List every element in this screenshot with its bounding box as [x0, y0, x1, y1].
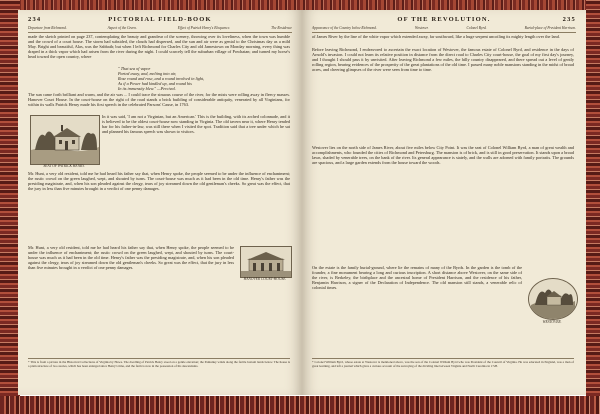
- left-paragraph: The sun came forth brilliant and warm, and the air was ... I could trace the sinuous course of the river, for the mists were rolling away in fleecy masses. Hanover Court House. In the court-house on the right of the road stands a brick building of considerable antiquity, venerated by all Virginians, for within its walls Patrick Henry made his first speech in the celebrated Parsons' Cause, in 1763.: [28, 93, 290, 107]
- poem-line: As if a Power had kindled up, and round his: [118, 81, 192, 86]
- right-engraving-caption: WESTOVER.: [542, 320, 562, 324]
- left-footnote: * This is from a picture in the Historical Collections of Virginia by Howe. The dwelling of Patrick Henry stood on a gentle elevation; the Pamunky winds along the fertile bottom lands below. The house is a plain structure of two stories, which has been enlarged since Henry's time, and the farm is now in the possession of his descendants.: [28, 358, 290, 391]
- right-page: [302, 10, 586, 395]
- left-topic: Departure from Richmond.: [28, 26, 67, 30]
- left-topic: Effect of Patrick Henry's Eloquence.: [177, 26, 231, 30]
- right-footnote: * Colonel William Byrd, whose estate at Westover is mentioned above, was the son of the Colonel William Byrd who was President of the Council of Virginia. He was educated in England, was a man of great learning, and left a journal which gives a curious account of the surveying of the dividing line between Virginia and North Carolina in 1728.: [312, 358, 574, 391]
- left-paragraph: Mr. Hunt, a very old resident, told me he had heard his father say that, when Henry spoke, the people seemed to be under the influence of enchantment; the rustic crowd on the green laughed, wept, and shouted by turns. The court-house was much as it had been in the old time. Henry's father was the presiding magistrate, and, when his son pleaded against the clergy, tears of joy streamed down the old gentleman's cheeks. So great was the effect, that the jury in less than five minutes brought in a verdict of one penny damages.: [28, 246, 234, 270]
- right-paragraph: On the estate is the family burial-ground, where lie the remains of many of the Byrds. In the garden is the tomb of the founder, a fine monument bearing a long and curious inscription. A short distance above Westover, on the same side of the river, is Berkeley, the birthplace and the ancestral home of President Harrison, and the residence of his father, Benjamin Harrison, a signer of the Declaration of Independence. The old mansion still stands, a venerable relic of colonial times.: [312, 266, 522, 290]
- right-running-head: [312, 16, 576, 26]
- left-running-title: PICTORIAL FIELD-BOOK: [108, 16, 212, 23]
- westover-illustration: [529, 279, 577, 319]
- house-illustration: [31, 116, 99, 164]
- book-right-edge: [586, 0, 600, 414]
- right-paragraph: Before leaving Richmond, I endeavored to ascertain the exact location of Westover, the famous estate of Colonel Byrd, and residence in the days of Arnold's invasion. I could not learn its relative position in distance from the direct road to Charles City court-house, the goal of my first day's journey, and I thought I should pass it by unvisited. After leaving Richmond a few miles, the hilly country disappeared, and there spread out a level of gently rolling region, bearing evidences of the prosperity of the great plantations of the old time. I passed many noble mansions standing in the midst of broad acres, and cheering glimpses of the river were seen from time to time.: [312, 48, 574, 72]
- patrick-henry-house-engraving: [30, 115, 100, 165]
- left-poem: [118, 66, 258, 91]
- right-topic-line: [312, 26, 576, 33]
- poem-line: " That sea of vapor: [118, 66, 151, 71]
- court-house-engraving: [240, 246, 292, 278]
- poem-line: Rose round and rose, and a round involved in light,: [118, 76, 205, 81]
- left-topic: The Residence: [271, 26, 292, 30]
- court-house-illustration: [241, 247, 291, 277]
- right-paragraph: Westover lies on the north side of James River, about five miles below City Point. It was the seat of Colonel William Byrd, a man of great wealth and accomplishments, who founded the cities of Richmond and Petersburg. The mansion is of brick, and is still in good preservation. It stands upon a broad lawn, shaded by venerable trees, on the bank of the river. Its general appearance is stately, and the walls are adorned with family portraits. The grounds are spacious, and a large garden extends from the house toward the woods.: [312, 146, 574, 165]
- right-running-title: OF THE REVOLUTION.: [397, 16, 491, 23]
- right-topic: Burial-place of President Harrison.: [524, 26, 576, 30]
- westover-engraving: [528, 278, 578, 320]
- left-paragraph: In it was said, 'I am not a Virginian, but an American.' This is the building, with its arched colonnade, and it is believed to be the oldest court-house now standing in Virginia. The old tavern near it, where Henry tended bar for his father-in-law, was still there when I visited the spot. Tradition said that a tree under which he sat and planned his famous speech was shown to visitors.: [102, 115, 290, 134]
- right-paragraph: of James River by the line of the white vapor which extended away, far southward, like a huge serpent uncoiling its mighty length over the land.: [312, 35, 560, 39]
- book-left-edge: [0, 0, 20, 414]
- left-paragraph: Mr. Hunt, a very old resident, told me he had heard his father say that, when Henry spoke, the people seemed to be under the influence of enchantment; the rustic crowd on the green laughed, wept, and shouted by turns. The court-house was much as it had been in the old time. Henry's father was the presiding magistrate, and, when his son pleaded against the clergy, tears of joy streamed down the old gentleman's cheeks. So great was the effect, that the jury in less than five minutes brought in a verdict of one penny damages.: [28, 172, 290, 191]
- left-engraving-caption: SEAT OF PATRICK HENRY.: [43, 164, 85, 168]
- left-topic: Aspect of the Green.: [107, 26, 137, 30]
- poem-line: In its immensity blew." —Percival.: [118, 86, 176, 91]
- left-engraving-caption: HANOVER COURT-HOUSE.: [243, 277, 287, 281]
- left-page-number: 234: [28, 16, 42, 23]
- left-topic-line: [28, 26, 292, 33]
- right-page-number: 235: [562, 16, 576, 23]
- left-paragraph: made the sketch printed on page 237, contemplating the beauty and grandeur of the scenery, throwing over its loveliness, when the town was humble and the crowd of a court house. The storm had subsided, the clouds had dispersed, and the sun and air were as genial to the Christmas day as a mild May. Bright and beautiful, Alas, was the Sabbath; but when I left Richmond for Charles City and old Jamestown on Monday morning, every thing was draped in a thick vapor which had arisen from the river during the night. I could scarcely tell the suburban village of Powhatan; and turned my horse's head toward the open country, where: [28, 35, 290, 59]
- poem-line: Parted away, and, melting into air,: [118, 71, 177, 76]
- left-page: [18, 10, 303, 395]
- left-running-head: [28, 16, 292, 26]
- right-topic: Appearance of the Country below Richmond.: [312, 26, 377, 30]
- book-bottom-edge: [0, 396, 600, 414]
- right-topic: Westover.: [414, 26, 429, 30]
- right-topic: Colonel Byrd.: [466, 26, 487, 30]
